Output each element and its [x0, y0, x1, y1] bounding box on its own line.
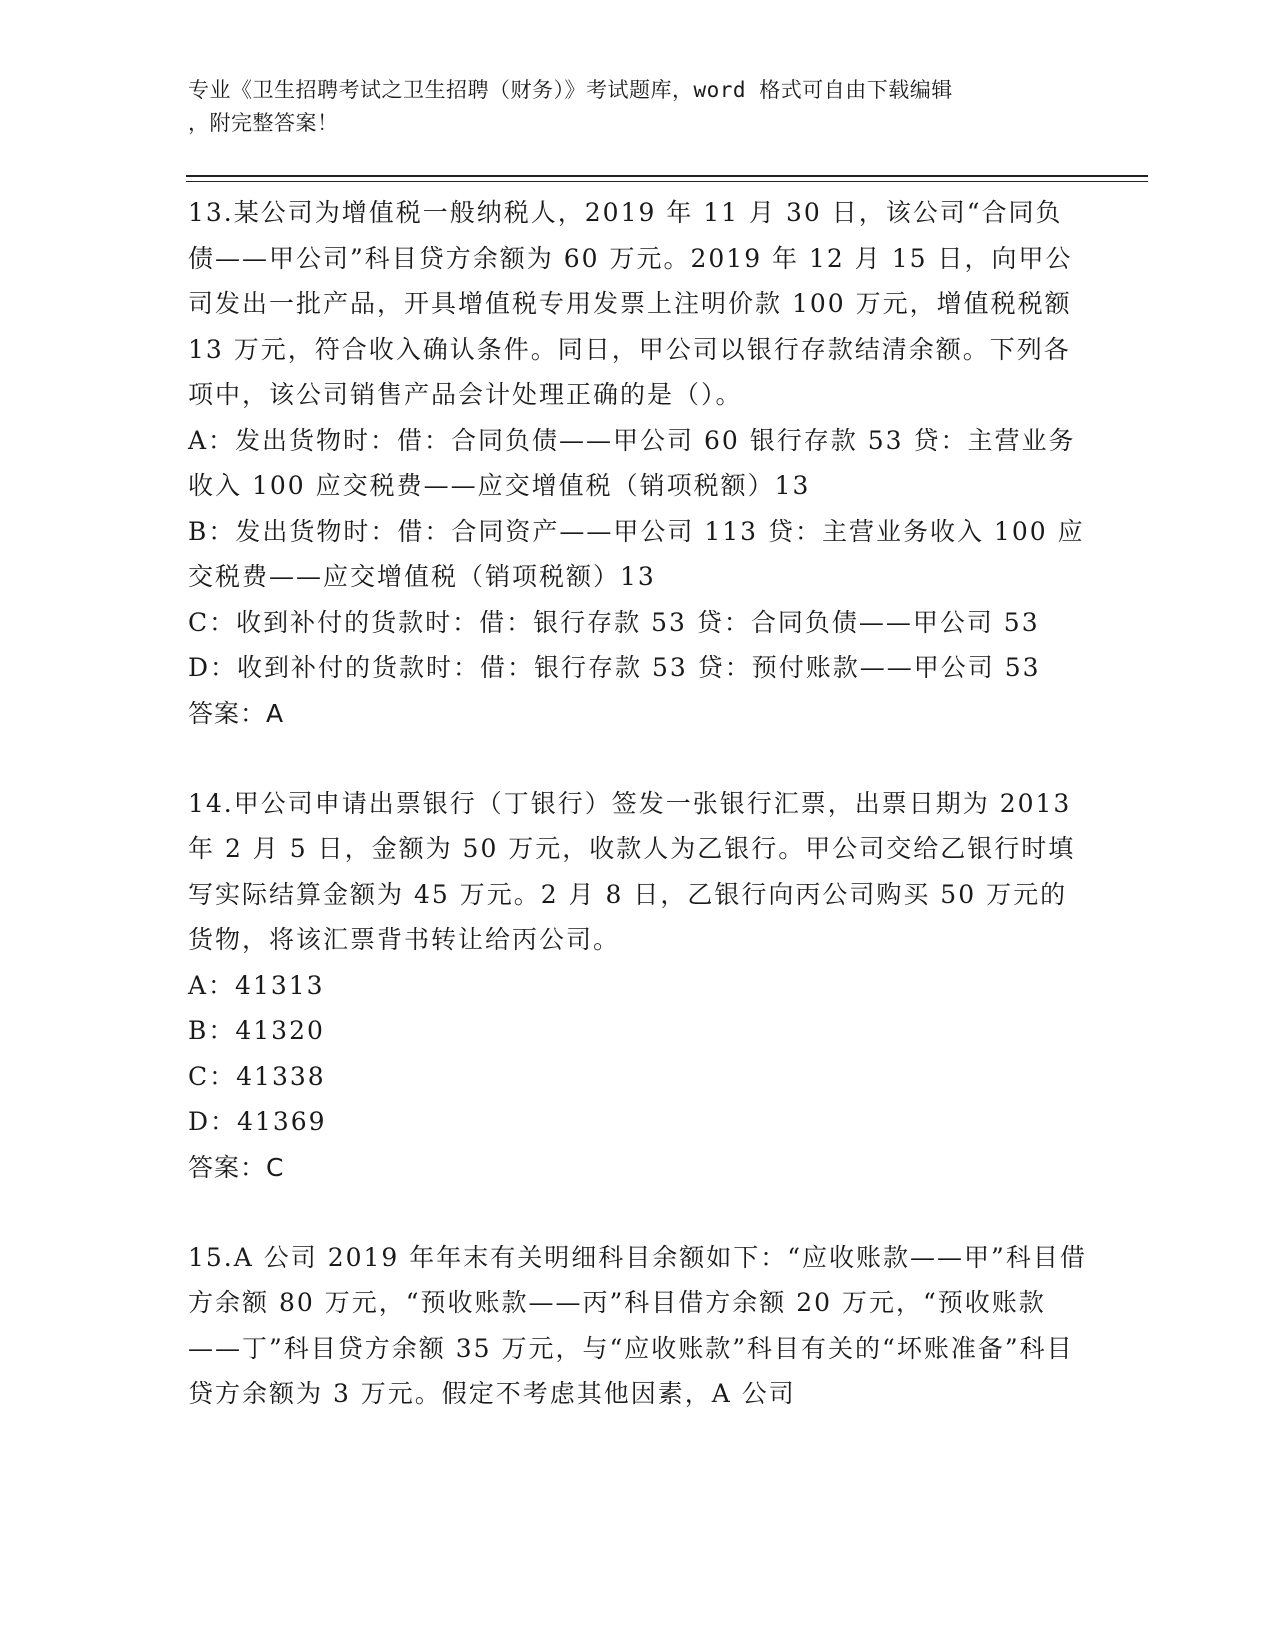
question-stem: 15.A 公司 2019 年年末有关明细科目余额如下：“应收账款——甲”科目借方余额 80 万元，“预收账款——丙”科目借方余额 20 万元，“预收账款——丁”科目贷方余额 35 万元，与“应收账款”科目有关的“坏账准备”科目贷方余额为 3 万元。假定不考虑其他因素，A 公司	[188, 1242, 1087, 1408]
answer-line: 答案：C	[188, 1152, 285, 1182]
option-a: A：41313	[188, 970, 325, 1000]
option-c: C：41338	[188, 1061, 326, 1091]
header-rule-thin	[186, 181, 1148, 182]
question-stem: 13.某公司为增值税一般纳税人，2019 年 11 月 30 日，该公司“合同负债——甲公司”科目贷方余额为 60 万元。2019 年 12 月 15 日，向甲公司发出一批产品，开具增值税专用发票上注明价款 100 万元，增值税税额 13 万元，符合收入确认条件。同日，甲公司以银行存款结清余额。下列各项中，该公司销售产品会计处理正确的是（）。	[188, 198, 1073, 409]
question-14	[188, 781, 1088, 1191]
header-line-1: 专业《卫生招聘考试之卫生招聘（财务）》考试题库，word 格式可自由下载编辑	[188, 78, 953, 102]
question-13	[188, 190, 1088, 737]
question-stem: 14.甲公司申请出票银行（丁银行）签发一张银行汇票，出票日期为 2013 年 2 月 5 日，金额为 50 万元，收款人为乙银行。甲公司交给乙银行时填写实际结算金额为 45 万元。2 月 8 日，乙银行向丙公司购买 50 万元的货物，将该汇票背书转让给丙公司。	[188, 788, 1076, 954]
question-15	[188, 1235, 1088, 1417]
document-body	[188, 190, 1088, 1417]
option-b: B：41320	[188, 1016, 325, 1045]
header-line-2: ，附完整答案！	[188, 111, 339, 135]
header-rule-thick	[186, 175, 1148, 177]
spacer	[188, 1191, 1088, 1235]
option-a: A：发出货物时：借：合同负债——甲公司 60 银行存款 53 贷：主营业务收入 100 应交税费——应交增值税（销项税额）13	[188, 425, 1076, 500]
option-d: D：41369	[188, 1107, 327, 1136]
document-header	[188, 74, 1088, 140]
answer-line: 答案：A	[188, 698, 285, 728]
spacer	[188, 737, 1088, 781]
option-d: D：收到补付的货款时：借：银行存款 53 贷：预付账款——甲公司 53	[188, 653, 1041, 682]
option-b: B：发出货物时：借：合同资产——甲公司 113 贷：主营业务收入 100 应交税费——应交增值税（销项税额）13	[188, 516, 1085, 591]
option-c: C：收到补付的货款时：借：银行存款 53 贷：合同负债——甲公司 53	[188, 607, 1040, 637]
